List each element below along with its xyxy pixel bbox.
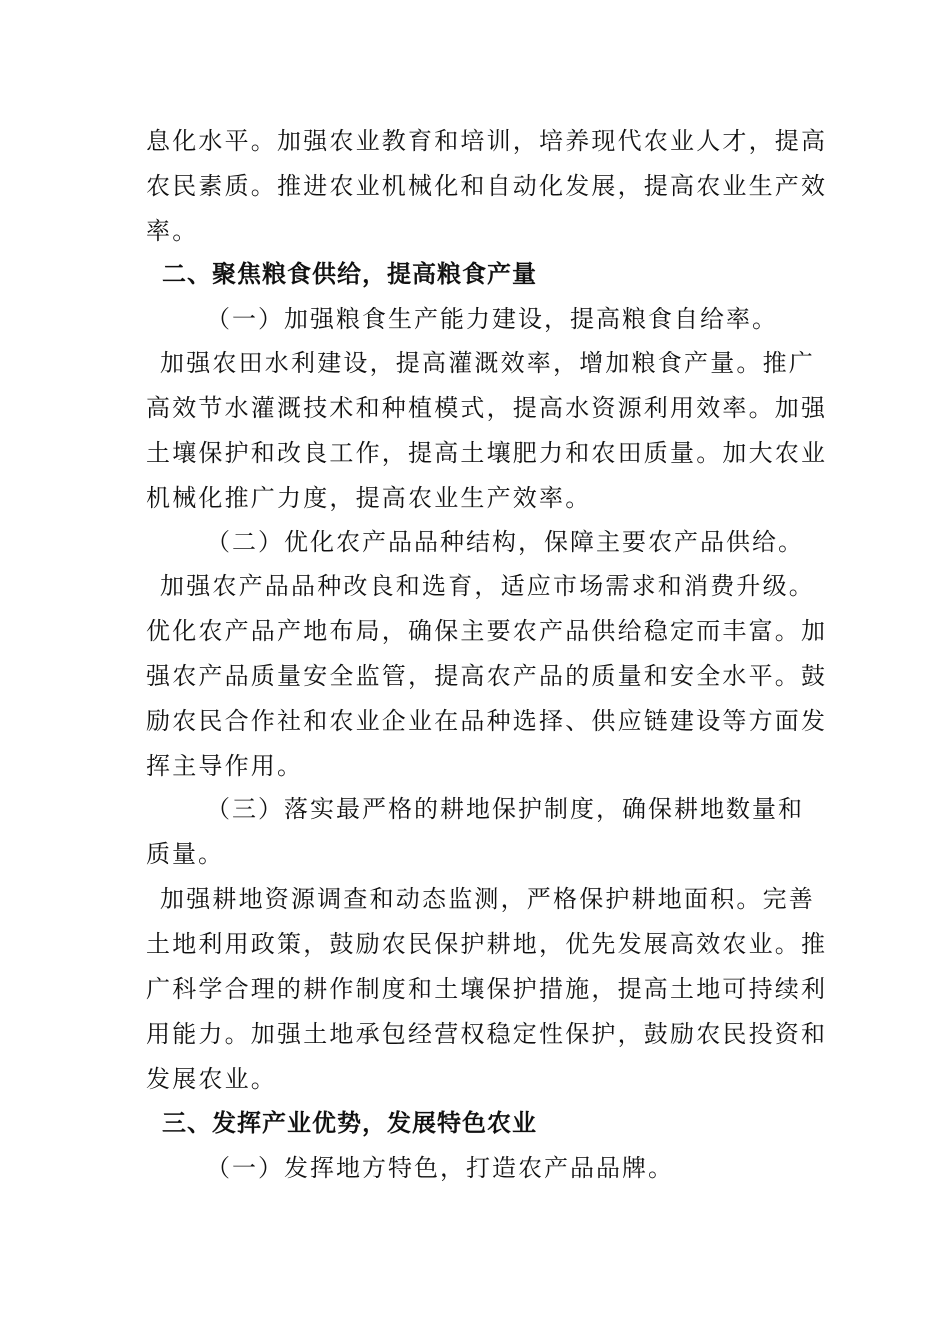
body-text-line: 土地利用政策，鼓励农民保护耕地，优先发展高效农业。推 xyxy=(146,930,828,958)
body-text-line: 农民素质。推进农业机械化和自动化发展，提高农业生产效 xyxy=(146,172,828,200)
body-text-line: 加强耕地资源调查和动态监测，严格保护耕地面积。完善 xyxy=(160,885,815,913)
body-text-line: 优化农产品产地布局，确保主要农产品供给稳定而丰富。加 xyxy=(146,617,828,645)
section-heading: 二、聚焦粮食供给，提高粮食产量 xyxy=(162,260,537,288)
body-text-line: 挥主导作用。 xyxy=(146,752,304,780)
body-text-line: 广科学合理的耕作制度和土壤保护措施，提高土地可持续利 xyxy=(146,975,828,1003)
subsection-heading: （一）加强粮食生产能力建设，提高粮食自给率。 xyxy=(206,305,778,333)
subsection-heading: （三）落实最严格的耕地保护制度，确保耕地数量和 xyxy=(206,795,804,823)
body-text-line: 强农产品质量安全监管，提高农产品的质量和安全水平。鼓 xyxy=(146,662,828,690)
section-heading: 三、发挥产业优势，发展特色农业 xyxy=(162,1109,537,1137)
subsection-heading: （一）发挥地方特色，打造农产品品牌。 xyxy=(206,1154,674,1182)
body-text-line: 机械化推广力度，提高农业生产效率。 xyxy=(146,484,592,512)
body-text-line: 发展农业。 xyxy=(146,1065,277,1093)
body-text-line: 高效节水灌溉技术和种植模式，提高水资源利用效率。加强 xyxy=(146,394,828,422)
subsection-heading: （二）优化农产品品种结构，保障主要农产品供给。 xyxy=(206,528,804,556)
body-text-line: 用能力。加强土地承包经营权稳定性保护，鼓励农民投资和 xyxy=(146,1020,828,1048)
subsection-heading-continued: 质量。 xyxy=(146,840,224,868)
body-text-line: 土壤保护和改良工作，提高土壤肥力和农田质量。加大农业 xyxy=(146,439,828,467)
body-text-line: 加强农田水利建设，提高灌溉效率，增加粮食产量。推广 xyxy=(160,349,815,377)
body-text-line: 加强农产品品种改良和选育，适应市场需求和消费升级。 xyxy=(160,572,815,600)
body-text-line: 励农民合作社和农业企业在品种选择、供应链建设等方面发 xyxy=(146,707,828,735)
body-text-line: 率。 xyxy=(146,217,199,245)
body-text-line: 息化水平。加强农业教育和培训，培养现代农业人才，提高 xyxy=(146,127,828,155)
